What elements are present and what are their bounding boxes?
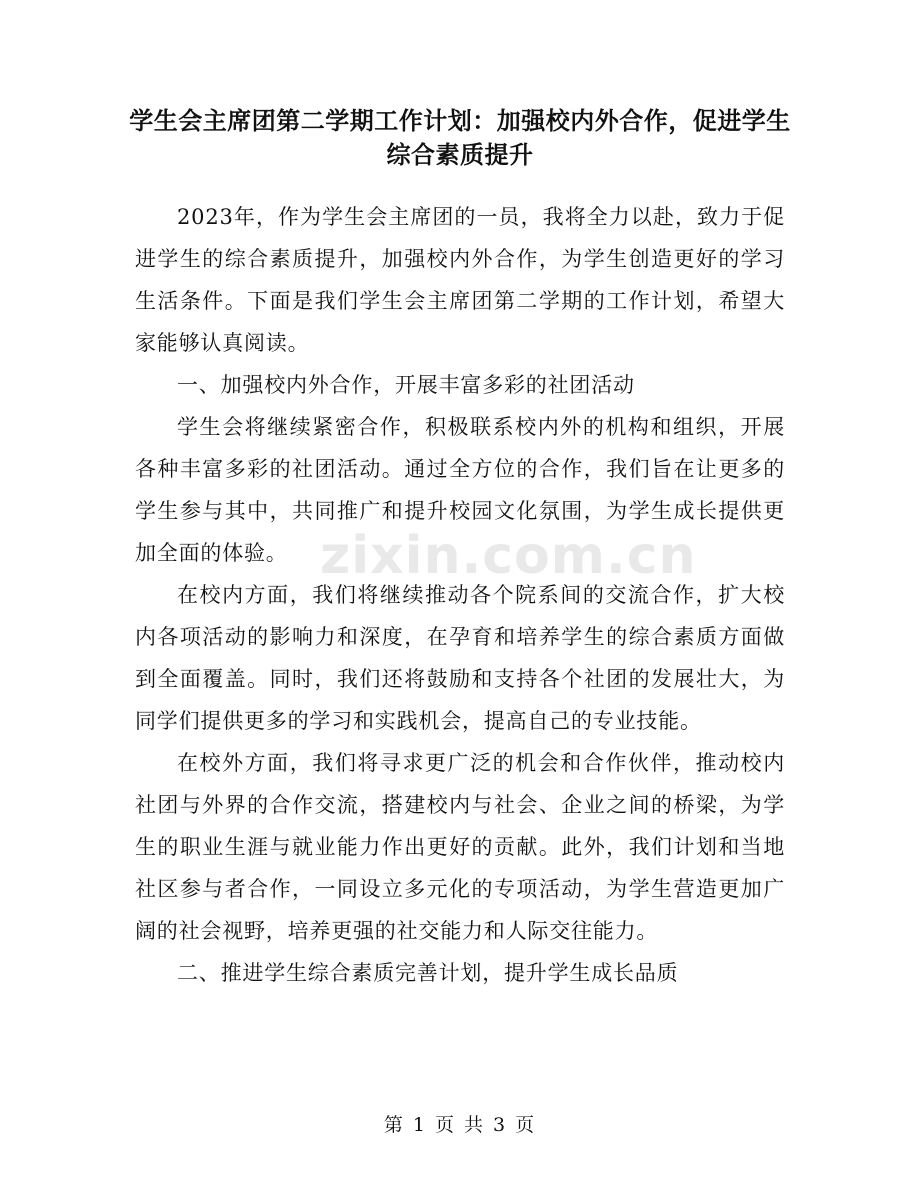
- paragraph: 在校内方面，我们将继续推动各个院系间的交流合作，扩大校内各项活动的影响力和深度，在孕育和培养学生的综合素质方面做到全面覆盖。同时，我们还将鼓励和支持各个社团的发展壮大，为同学们提供更多的学习和实践机会，提高自己的专业技能。: [135, 583, 785, 733]
- section-heading-2: 二、推进学生综合素质完善计划，提升学生成长品质: [177, 961, 679, 985]
- page-number-footer: 第 1 页 共 3 页: [383, 1114, 537, 1136]
- title-line-2: 综合素质提升: [386, 141, 534, 169]
- document-title: [100, 104, 820, 172]
- watermark: zixin.com.cn: [320, 526, 697, 586]
- paragraph-intro: 2023年，作为学生会主席团的一员，我将全力以赴，致力于促进学生的综合素质提升，加强校内外合作，为学生创造更好的学习生活条件。下面是我们学生会主席团第二学期的工作计划，希望大家能够认真阅读。: [135, 205, 785, 355]
- paragraph: 在校外方面，我们将寻求更广泛的机会和合作伙伴，推动校内社团与外界的合作交流，搭建校内与社会、企业之间的桥梁，为学生的职业生涯与就业能力作出更好的贡献。此外，我们计划和当地社区参与者合作，一同设立多元化的专项活动，为学生营造更加广阔的社会视野，培养更强的社交能力和人际交往能力。: [135, 751, 785, 943]
- section-heading-1: 一、加强校内外合作，开展丰富多彩的社团活动: [177, 373, 635, 397]
- paragraph: 学生会将继续紧密合作，积极联系校内外的机构和组织，开展各种丰富多彩的社团活动。通过全方位的合作，我们旨在让更多的学生参与其中，共同推广和提升校园文化氛围，为学生成长提供更加全面的体验。: [135, 415, 785, 565]
- title-line-1: 学生会主席团第二学期工作计划：加强校内外合作，促进学生: [129, 107, 791, 135]
- document-body: [135, 196, 785, 994]
